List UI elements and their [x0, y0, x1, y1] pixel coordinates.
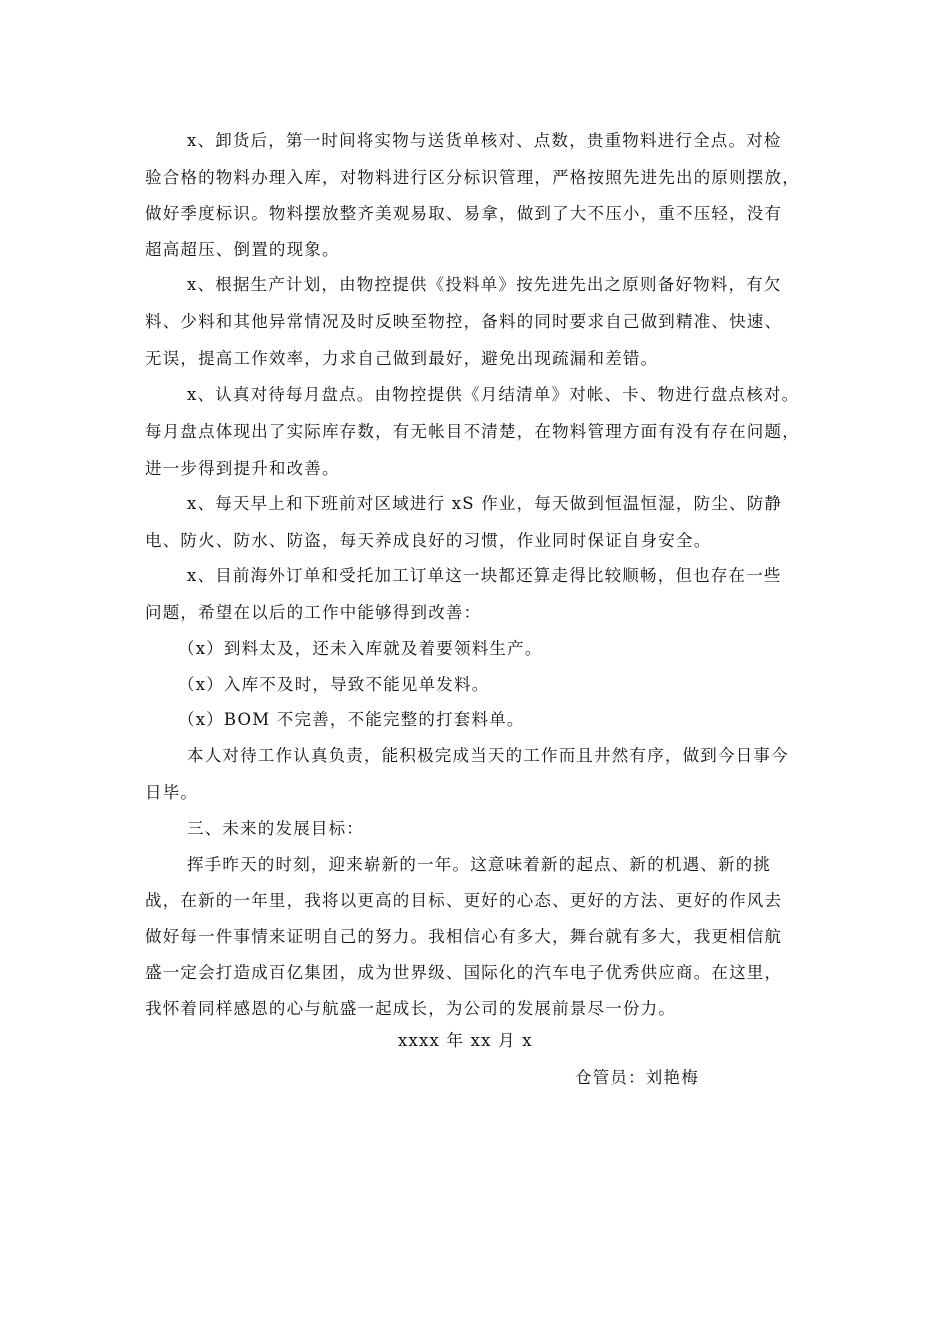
- paragraph-line: 验合格的物料办理入库，对物料进行区分标识管理，严格按照先进先出的原则摆放，: [145, 168, 800, 187]
- paragraph-line: 本人对待工作认真负责，能积极完成当天的工作而且井然有序，做到今日事今: [187, 746, 789, 765]
- paragraph-line: 进一步得到提升和改善。: [145, 459, 340, 478]
- list-item: （x）入库不及时，导致不能见单发料。: [178, 675, 490, 694]
- paragraph-line: x、根据生产计划，由物控提供《投料单》按先进先出之原则备好物料，有欠: [187, 275, 782, 294]
- paragraph-line: x、每天早上和下班前对区域进行 xS 作业，每天做到恒温恒湿，防尘、防静: [187, 494, 783, 513]
- paragraph-line: 问题，希望在以后的工作中能够得到改善：: [145, 603, 482, 622]
- paragraph-line: 盛一定会打造成百亿集团，成为世界级、国际化的汽车电子优秀供应商。在这里，: [145, 963, 783, 982]
- list-item: （x）到料太及，还未入库就及着要领料生产。: [178, 639, 543, 658]
- paragraph-line: x、目前海外订单和受托加工订单这一块都还算走得比较顺畅，但也存在一些: [187, 566, 782, 585]
- paragraph-line: 日毕。: [145, 783, 199, 802]
- paragraph-line: 挥手昨天的时刻，迎来崭新的一年。这意味着新的起点、新的机遇、新的挑: [187, 855, 772, 874]
- paragraph-line: 电、防火、防水、防盗，每天养成良好的习惯，作业同时保证自身安全。: [145, 531, 712, 550]
- paragraph-line: 我怀着同样感恩的心与航盛一起成长，为公司的发展前景尽一份力。: [145, 999, 676, 1018]
- paragraph-line: 做好季度标识。物料摆放整齐美观易取、易拿，做到了大不压小，重不压轻，没有: [145, 204, 783, 223]
- document-signature: 仓管员：刘艳梅: [575, 1068, 699, 1087]
- paragraph-line: 每月盘点体现出了实际库存数，有无帐目不清楚，在物料管理方面有没有存在问题，: [145, 422, 800, 441]
- section-heading: 三、未来的发展目标：: [187, 819, 364, 838]
- paragraph-line: x、卸货后，第一时间将实物与送货单核对、点数，贵重物料进行全点。对检: [187, 131, 782, 150]
- paragraph-line: 做好每一件事情来证明自己的努力。我相信心有多大，舞台就有多大，我更相信航: [145, 927, 783, 946]
- paragraph-line: 无误，提高工作效率，力求自己做到最好，避免出现疏漏和差错。: [145, 349, 659, 368]
- paragraph-line: 超高超压、倒置的现象。: [145, 240, 340, 259]
- paragraph-line: x、认真对待每月盘点。由物控提供《月结清单》对帐、卡、物进行盘点核对。: [187, 385, 800, 404]
- paragraph-line: 战，在新的一年里，我将以更高的目标、更好的心态、更好的方法、更好的作风去: [145, 891, 783, 910]
- paragraph-line: 料、少料和其他异常情况及时反映至物控，备料的同时要求自己做到精准、快速、: [145, 312, 783, 331]
- list-item: （x）BOM 不完善，不能完整的打套料单。: [178, 710, 525, 729]
- document-date: xxxx 年 xx 月 x: [398, 1031, 533, 1050]
